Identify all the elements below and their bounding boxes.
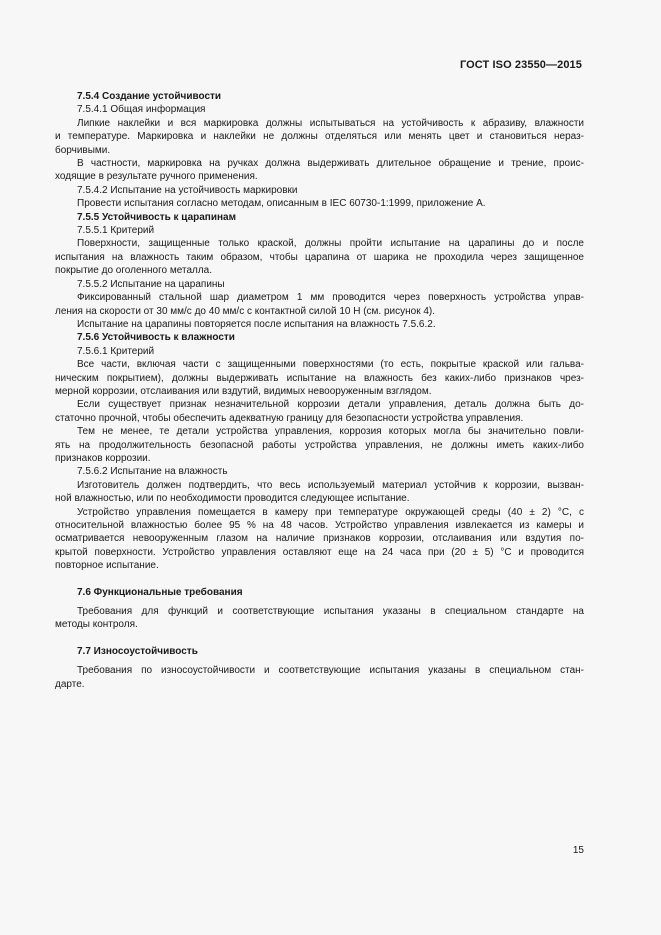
paragraph: [55, 506, 584, 573]
text-line: Если существует признак незначительной коррозии детали управления, деталь должна быть до-: [77, 399, 584, 411]
text-line: Испытание на царапины повторяется после испытания на влажность 7.5.6.2.: [77, 318, 436, 330]
document-body: [55, 90, 584, 691]
text-line: мерной коррозии, отслаивания или вздутий, видимых невооруженным взглядом.: [55, 385, 432, 397]
paragraph: [55, 605, 584, 632]
text-line: ническим покрытием), должны выдерживать испытание на влажность без каких-либо признаков чрез-: [55, 372, 584, 384]
text-line: ной влажностью, или по необходимости проводится следующее испытание.: [55, 493, 410, 505]
section-heading: 7.7 Износоустойчивость: [77, 645, 198, 657]
text-line: ять на продолжительность безопасной работы устройства управления, не должны иметь каких-либо: [55, 439, 584, 451]
text-line: Поверхности, защищенные только краской, должны пройти испытание на царапины до и после: [77, 238, 584, 250]
paragraph: [55, 479, 584, 506]
text-line: дарте.: [55, 678, 85, 690]
paragraph: [55, 117, 584, 157]
paragraph: [77, 197, 584, 210]
text-line: статочно прочной, чтобы обеспечить адекватную границу для безопасности устройства управления.: [55, 412, 524, 424]
text-line: Требования для функций и соответствующие испытания указаны в специальном стандарте на: [77, 606, 584, 618]
text-line: Провести испытания согласно методам, описанным в IEC 60730-1:1999, приложение А.: [77, 198, 486, 210]
text-line: признаков коррозии.: [55, 452, 151, 464]
subsection-title: 7.5.6.2 Испытание на влажность: [77, 466, 228, 478]
paragraph: [55, 237, 584, 277]
text-line: В частности, маркировка на ручках должна выдерживать длительное обращение и трение, проис-: [77, 158, 584, 170]
subsection-title: 7.5.6.1 Критерий: [77, 345, 155, 357]
subsection-title: 7.5.5.1 Критерий: [77, 225, 155, 237]
text-line: борчивыми.: [55, 144, 111, 156]
text-line: Устройство управления помещается в камеру при температуре окружающей среды (40 ± 2) °С, с: [77, 506, 584, 518]
spacer: [77, 632, 584, 645]
section-heading: 7.6 Функциональные требования: [77, 586, 243, 598]
section-heading: 7.5.6 Устойчивость к влажности: [77, 332, 235, 344]
paragraph: [55, 398, 584, 425]
text-line: крытой поверхности. Устройство управления оставляют еще на 24 часа при (20 ± 5) °С и проводится: [55, 546, 584, 558]
text-line: ления на скорости от 30 мм/с до 40 мм/с с контактной силой 10 Н (см. рисунок 4).: [55, 305, 436, 317]
text-line: повторное испытание.: [55, 560, 159, 572]
text-line: Липкие наклейки и вся маркировка должны испытываться на устойчивость к абразиву, влажности: [77, 117, 584, 129]
spacer: [77, 573, 584, 586]
subsection-title: 7.5.5.2 Испытание на царапины: [77, 278, 225, 290]
text-line: Все части, включая части с защищенными поверхностями (то есть, покрытые краской или гальва-: [77, 359, 584, 371]
section-heading: 7.5.4 Создание устойчивости: [77, 91, 222, 102]
paragraph: [77, 318, 584, 331]
text-line: Изготовитель должен подтвердить, что весь используемый материал устойчив к коррозии, вызван-: [77, 479, 584, 491]
text-line: Фиксированный стальной шар диаметром 1 мм проводится через поверхность устройства управ-: [77, 292, 584, 304]
text-line: Требования по износоустойчивости и соответствующие испытания указаны в специальном стан-: [77, 665, 584, 677]
text-line: методы контроля.: [55, 619, 138, 631]
subsection-title: 7.5.4.1 Общая информация: [77, 104, 206, 116]
text-line: испытания на влажность таким образом, чтобы царапина от шарика не проходила через защищенное: [55, 251, 584, 263]
subsection-title: 7.5.4.2 Испытание на устойчивость маркировки: [77, 184, 298, 196]
paragraph: [55, 425, 584, 465]
text-line: и температуре. Маркировка и наклейки не должны отделяться или менять цвет и становиться нераз-: [55, 131, 584, 143]
paragraph: [55, 358, 584, 398]
paragraph: [55, 664, 584, 691]
text-line: осматривается невооруженным глазом на наличие признаков коррозии, отслаивания или вздутия по-: [55, 533, 584, 545]
text-line: относительной влажностью более 95 % на 48 часов. Устройство управления извлекается из камеры и: [55, 520, 584, 531]
document-header: ГОСТ ISO 23550—2015: [459, 59, 582, 71]
paragraph: [55, 157, 584, 184]
text-line: покрытие до оголенного металла.: [55, 265, 213, 277]
text-line: Тем не менее, те детали устройства управления, коррозия которых могла бы значительно повли-: [77, 426, 584, 438]
text-line: ходящие в результате ручного применения.: [55, 171, 258, 183]
page-number: 15: [572, 845, 584, 856]
paragraph: [55, 291, 584, 318]
section-heading: 7.5.5 Устойчивость к царапинам: [77, 211, 236, 223]
